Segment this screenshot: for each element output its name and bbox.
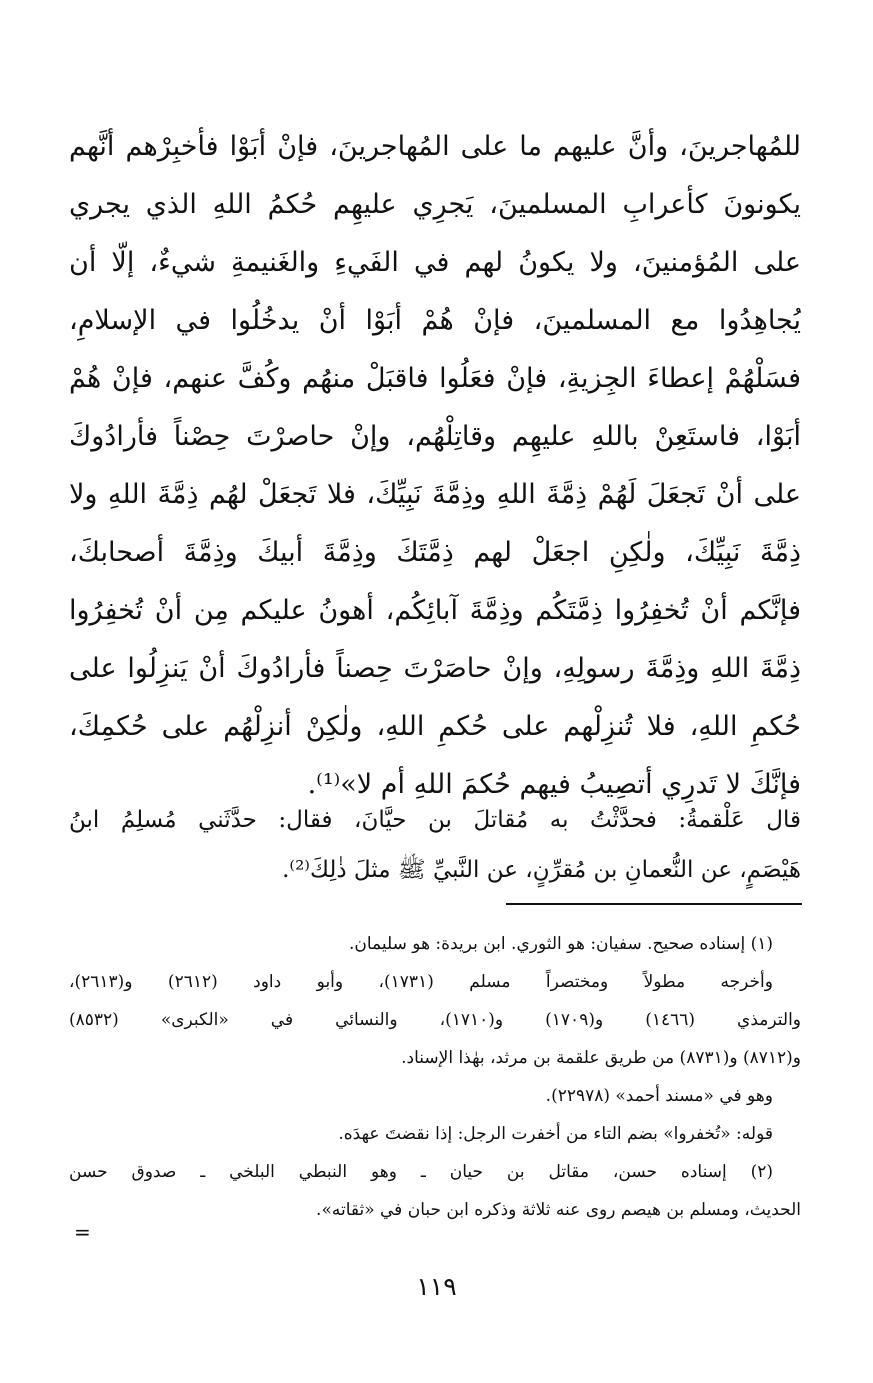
main-text-line-6: أبَوْا، فاستَعِنْ باللهِ عليهِم وقاتِلْهُم، وإنْ حاصرْتَ حِصْناً فأرادُوكَ (69, 421, 801, 452)
page-number: ١١٩ (416, 1272, 457, 1301)
main-text-line-3: على المُؤمنينَ، ولا يكونُ لهم في الفَيءِ والغَنيمةِ شيءٌ، إلّا أن (69, 247, 801, 278)
narration-line-1: قال عَلْقمةُ: فحدَّثْتُ به مُقاتلَ بن حيَّانَ، فقال: حدَّثَني مُسلِمُ ابنُ (69, 807, 801, 833)
main-text-line-9: فإنَّكم أنْ تُخفِرُوا ذِمَّتَكُم وذِمَّةَ آبائِكُم، أهونُ عليكم مِن أنْ تُخفِرُوا (69, 595, 801, 626)
main-text-line-10: ذِمَّةَ اللهِ وذِمَّةَ رسولِهِ، وإنْ حاصَرْتَ حِصناً فأرادُوكَ أنْ يَنزِلُوا على (69, 653, 801, 684)
main-text-line-11: حُكمِ اللهِ، فلا تُنزِلْهم على حُكمِ اللهِ، ولٰكِنْ أنزِلْهُم على حُكمِكَ، (69, 711, 801, 742)
alqama-narration (69, 795, 801, 895)
main-hadith-text (69, 118, 801, 814)
footnote-line-6: قوله: «تُخفروا» بضم التاء من أخفرت الرجل: إذا نقضتَ عهدَه. (338, 1124, 773, 1144)
main-text-line-8: ذِمَّةَ نَبِيِّكَ، ولٰكِنِ اجعَلْ لهم ذِمَّتَكَ وذِمَّةَ أبيكَ وذِمَّةَ أصحابكَ، (69, 537, 801, 568)
main-text-line-7: على أنْ تَجعَلَ لَهُمْ ذِمَّةَ اللهِ وذِمَّةَ نَبِيِّكَ، فلا تَجعَلْ لهُم ذِمَّةَ اللهِ ولا (69, 479, 801, 510)
narration-line-2: هَيْصَمٍ، عن النُّعمانِ بن مُقرِّنٍ، عن النَّبيِّ ﷺ مثلَ ذٰلِكَ⁽²⁾. (282, 857, 801, 883)
footnotes (69, 925, 801, 1229)
footnote-line-8: الحديث، ومسلم بن هيصم روى عنه ثلاثة وذكره ابن حبان في «ثقاته». (316, 1200, 801, 1220)
footnote-line-2: وأخرجه مطولاً ومختصراً مسلم (١٧٣١)، وأبو داود (٢٦١٢) و(٢٦١٣)، (69, 972, 773, 992)
footnote-line-4: و(٨٧١٢) و(٨٧٣١) من طريق علقمة بن مرثد، بهٰذا الإسناد. (401, 1048, 801, 1068)
main-text-line-1: للمُهاجرينَ، وأنَّ عليهم ما على المُهاجرينَ، فإنْ أبَوْا فأخبِرْهم أنَّهم (69, 131, 801, 162)
main-text-line-5: فسَلْهُمْ إعطاءَ الجِزيةِ، فإنْ فعَلُوا فاقبَلْ منهُم وكُفَّ عنهم، فإنْ هُمْ (69, 363, 801, 394)
footnote-line-5: وهو في «مسند أحمد» (٢٢٩٧٨). (545, 1086, 773, 1106)
main-text-line-4: يُجاهِدُوا مع المسلمينَ، فإنْ هُمْ أبَوْا أنْ يدخُلُوا في الإسلامِ، (69, 305, 801, 336)
main-text-line-12: فإنَّكَ لا تَدرِي أتصِيبُ فيهم حُكمَ اللهِ أم لا»⁽¹⁾. (307, 769, 801, 800)
footnote-line-7: (٢) إسناده حسن، مقاتل بن حيان ـ وهو النبطي البلخي ـ صدوق حسن (69, 1162, 773, 1182)
footnote-divider (506, 903, 802, 905)
footnote-continuation-mark: = (74, 1220, 91, 1244)
footnote-line-1: (١) إسناده صحيح. سفيان: هو الثوري. ابن بريدة: هو سليمان. (348, 934, 773, 954)
main-text-line-2: يكونونَ كأعرابِ المسلمينَ، يَجرِي عليهِم حُكمُ اللهِ الذي يجري (69, 189, 801, 220)
footnote-line-3: والترمذي (١٤٦٦) و(١٧٠٩) و(١٧١٠)، والنسائي في «الكبرى» (٨٥٣٢) (69, 1010, 801, 1030)
